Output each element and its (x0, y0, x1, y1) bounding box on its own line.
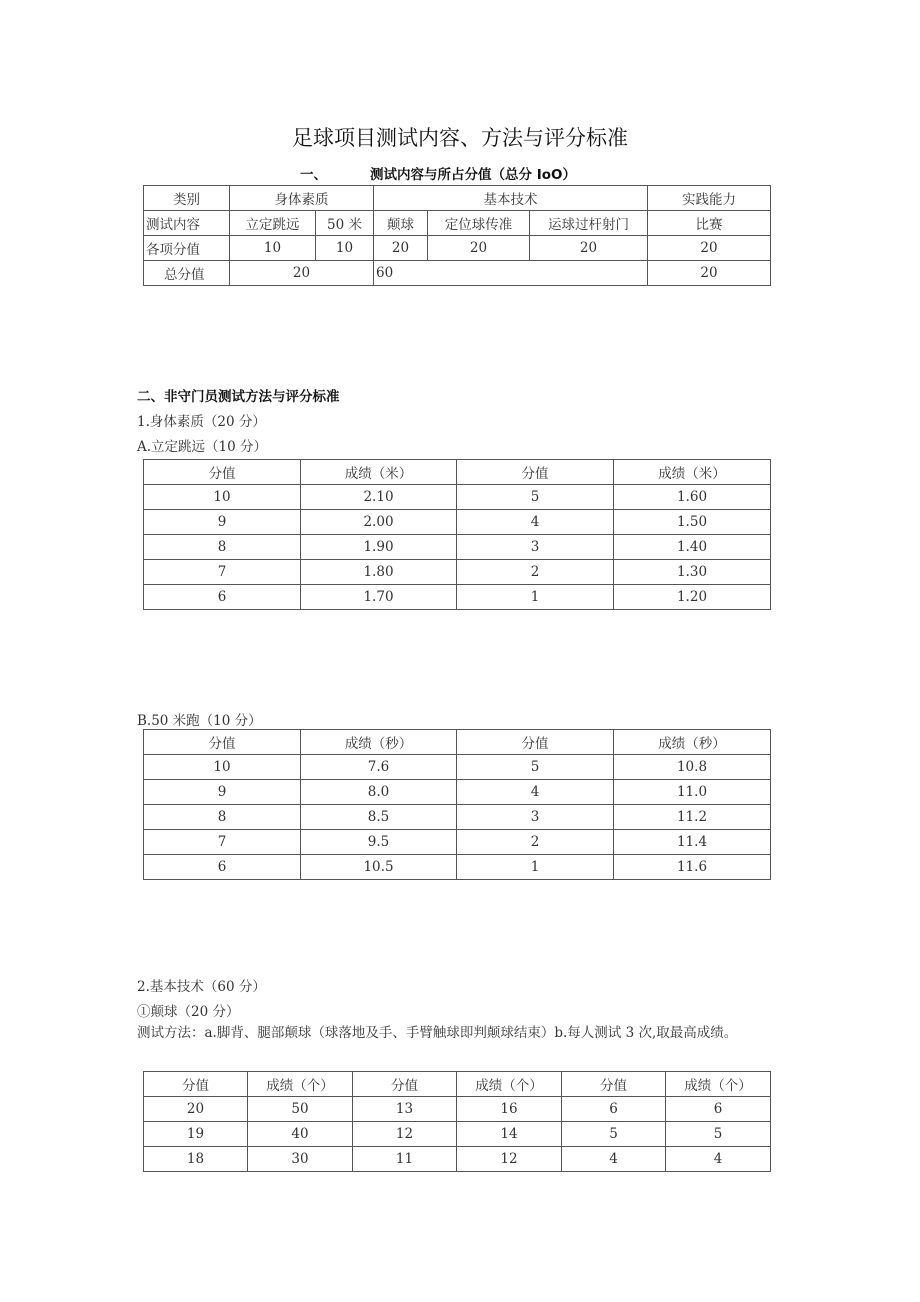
table-row (144, 535, 771, 560)
table-cell: 2 (457, 830, 614, 855)
table-header: 分值 (144, 1072, 248, 1097)
table-cell: 运球过杆射门 (530, 211, 648, 236)
table-cell: 立定跳远 (230, 211, 316, 236)
table-cell: 9.5 (301, 830, 457, 855)
table-cell: 基本技术 (374, 186, 648, 211)
table-row (144, 755, 771, 780)
table-row (144, 560, 771, 585)
table-row (144, 830, 771, 855)
table-cell: 比赛 (648, 211, 771, 236)
table-cell: 50 (248, 1097, 353, 1122)
table-cell: 9 (144, 510, 301, 535)
table-cell: 1.20 (614, 585, 771, 610)
table-header: 成绩（个） (457, 1072, 562, 1097)
table-row (144, 805, 771, 830)
table-cell: 8.5 (301, 805, 457, 830)
table-cell: 5 (666, 1122, 771, 1147)
table-cell: 20 (530, 236, 648, 261)
table-cell: 2 (457, 560, 614, 585)
table-cell: 20 (648, 261, 771, 286)
table-header: 分值 (457, 460, 614, 485)
table-cell: 1.30 (614, 560, 771, 585)
table-header: 分值 (144, 460, 301, 485)
table-cell: 8 (144, 805, 301, 830)
table-header: 分值 (457, 730, 614, 755)
table-cell: 20 (230, 261, 374, 286)
table-cell: 14 (457, 1122, 562, 1147)
table-row (144, 510, 771, 535)
table-cell: 6 (666, 1097, 771, 1122)
table-cell: 60 (374, 261, 648, 286)
table-cell: 11.6 (614, 855, 771, 880)
section2-heading: 二、非守门员测试方法与评分标准 (137, 389, 340, 405)
table-cell: 12 (353, 1122, 457, 1147)
table-row (144, 855, 771, 880)
page-title: 足球项目测试内容、方法与评分标准 (292, 126, 628, 150)
table-cell: 30 (248, 1147, 353, 1172)
table-header: 成绩（秒） (301, 730, 457, 755)
table-cell: 5 (457, 755, 614, 780)
table-row (144, 186, 771, 211)
table-cell: 2.10 (301, 485, 457, 510)
table-row (144, 585, 771, 610)
subsection-50m-run: B.50 米跑（10 分） (137, 713, 262, 729)
table-header: 成绩（米） (614, 460, 771, 485)
table-row (144, 261, 771, 286)
table-cell: 20 (144, 1097, 248, 1122)
section1-number: 一、 (300, 167, 327, 183)
table-cell: 18 (144, 1147, 248, 1172)
table-header: 分值 (144, 730, 301, 755)
table-cell: 10 (144, 755, 301, 780)
table-cell: 5 (457, 485, 614, 510)
table-cell: 20 (648, 236, 771, 261)
table-cell: 颠球 (374, 211, 428, 236)
table-cell: 3 (457, 805, 614, 830)
table-cell: 1 (457, 585, 614, 610)
table-header: 成绩（秒） (614, 730, 771, 755)
table-cell: 1.60 (614, 485, 771, 510)
juggling-method: 测试方法：a.脚背、腿部颠球（球落地及手、手臂触球即判颠球结束）b.每人测试 3 次,取最高成绩。 (137, 1025, 738, 1041)
table-cell: 6 (562, 1097, 666, 1122)
table-row (144, 780, 771, 805)
table-cell: 7.6 (301, 755, 457, 780)
table-cell: 实践能力 (648, 186, 771, 211)
table-cell: 1.80 (301, 560, 457, 585)
table-row (144, 211, 771, 236)
table-cell: 类别 (144, 186, 230, 211)
table-cell: 5 (562, 1122, 666, 1147)
table-cell: 20 (374, 236, 428, 261)
juggling-table (143, 1071, 771, 1172)
subsection-long-jump: A.立定跳远（10 分） (137, 439, 268, 455)
table-cell: 8 (144, 535, 301, 560)
table-cell: 10 (144, 485, 301, 510)
table-cell: 50 米 (316, 211, 374, 236)
table-header: 成绩（个） (248, 1072, 353, 1097)
table-cell: 2.00 (301, 510, 457, 535)
table-cell: 10 (316, 236, 374, 261)
table-cell: 11.0 (614, 780, 771, 805)
table-cell: 各项分值 (144, 236, 230, 261)
table-cell: 4 (562, 1147, 666, 1172)
table-header: 成绩（个） (666, 1072, 771, 1097)
sprint-table (143, 729, 771, 880)
table-cell: 20 (428, 236, 530, 261)
table-cell: 16 (457, 1097, 562, 1122)
table-cell: 3 (457, 535, 614, 560)
subsection-physical: 1.身体素质（20 分） (137, 414, 266, 430)
table-cell: 6 (144, 855, 301, 880)
table-cell: 10.5 (301, 855, 457, 880)
table-row (144, 1147, 771, 1172)
section1-heading (300, 163, 576, 183)
table-cell: 11.2 (614, 805, 771, 830)
table-cell: 总分值 (144, 261, 230, 286)
table-row (144, 236, 771, 261)
table-cell: 10 (230, 236, 316, 261)
subsection-basic-technique: 2.基本技术（60 分） (137, 979, 266, 995)
table-header-row (144, 730, 771, 755)
table-cell: 40 (248, 1122, 353, 1147)
table-cell: 1 (457, 855, 614, 880)
table-cell: 1.90 (301, 535, 457, 560)
content-score-table (143, 185, 771, 286)
table-row (144, 485, 771, 510)
table-cell: 11 (353, 1147, 457, 1172)
table-cell: 9 (144, 780, 301, 805)
subsection-juggling: ①颠球（20 分） (137, 1004, 240, 1020)
table-header-row (144, 460, 771, 485)
table-header: 分值 (353, 1072, 457, 1097)
table-header: 分值 (562, 1072, 666, 1097)
table-header-row (144, 1072, 771, 1097)
table-row (144, 1122, 771, 1147)
table-cell: 身体素质 (230, 186, 374, 211)
table-cell: 11.4 (614, 830, 771, 855)
table-cell: 测试内容 (144, 211, 230, 236)
table-cell: 1.40 (614, 535, 771, 560)
table-cell: 1.50 (614, 510, 771, 535)
table-cell: 4 (457, 780, 614, 805)
table-cell: 10.8 (614, 755, 771, 780)
table-cell: 6 (144, 585, 301, 610)
table-cell: 定位球传准 (428, 211, 530, 236)
table-cell: 4 (666, 1147, 771, 1172)
table-cell: 4 (457, 510, 614, 535)
table-header: 成绩（米） (301, 460, 457, 485)
table-cell: 13 (353, 1097, 457, 1122)
table-cell: 12 (457, 1147, 562, 1172)
table-cell: 8.0 (301, 780, 457, 805)
table-cell: 19 (144, 1122, 248, 1147)
section1-title: 测试内容与所占分值（总分 IoO） (370, 167, 576, 183)
table-cell: 7 (144, 830, 301, 855)
table-cell: 7 (144, 560, 301, 585)
long-jump-table (143, 459, 771, 610)
table-row (144, 1097, 771, 1122)
table-cell: 1.70 (301, 585, 457, 610)
